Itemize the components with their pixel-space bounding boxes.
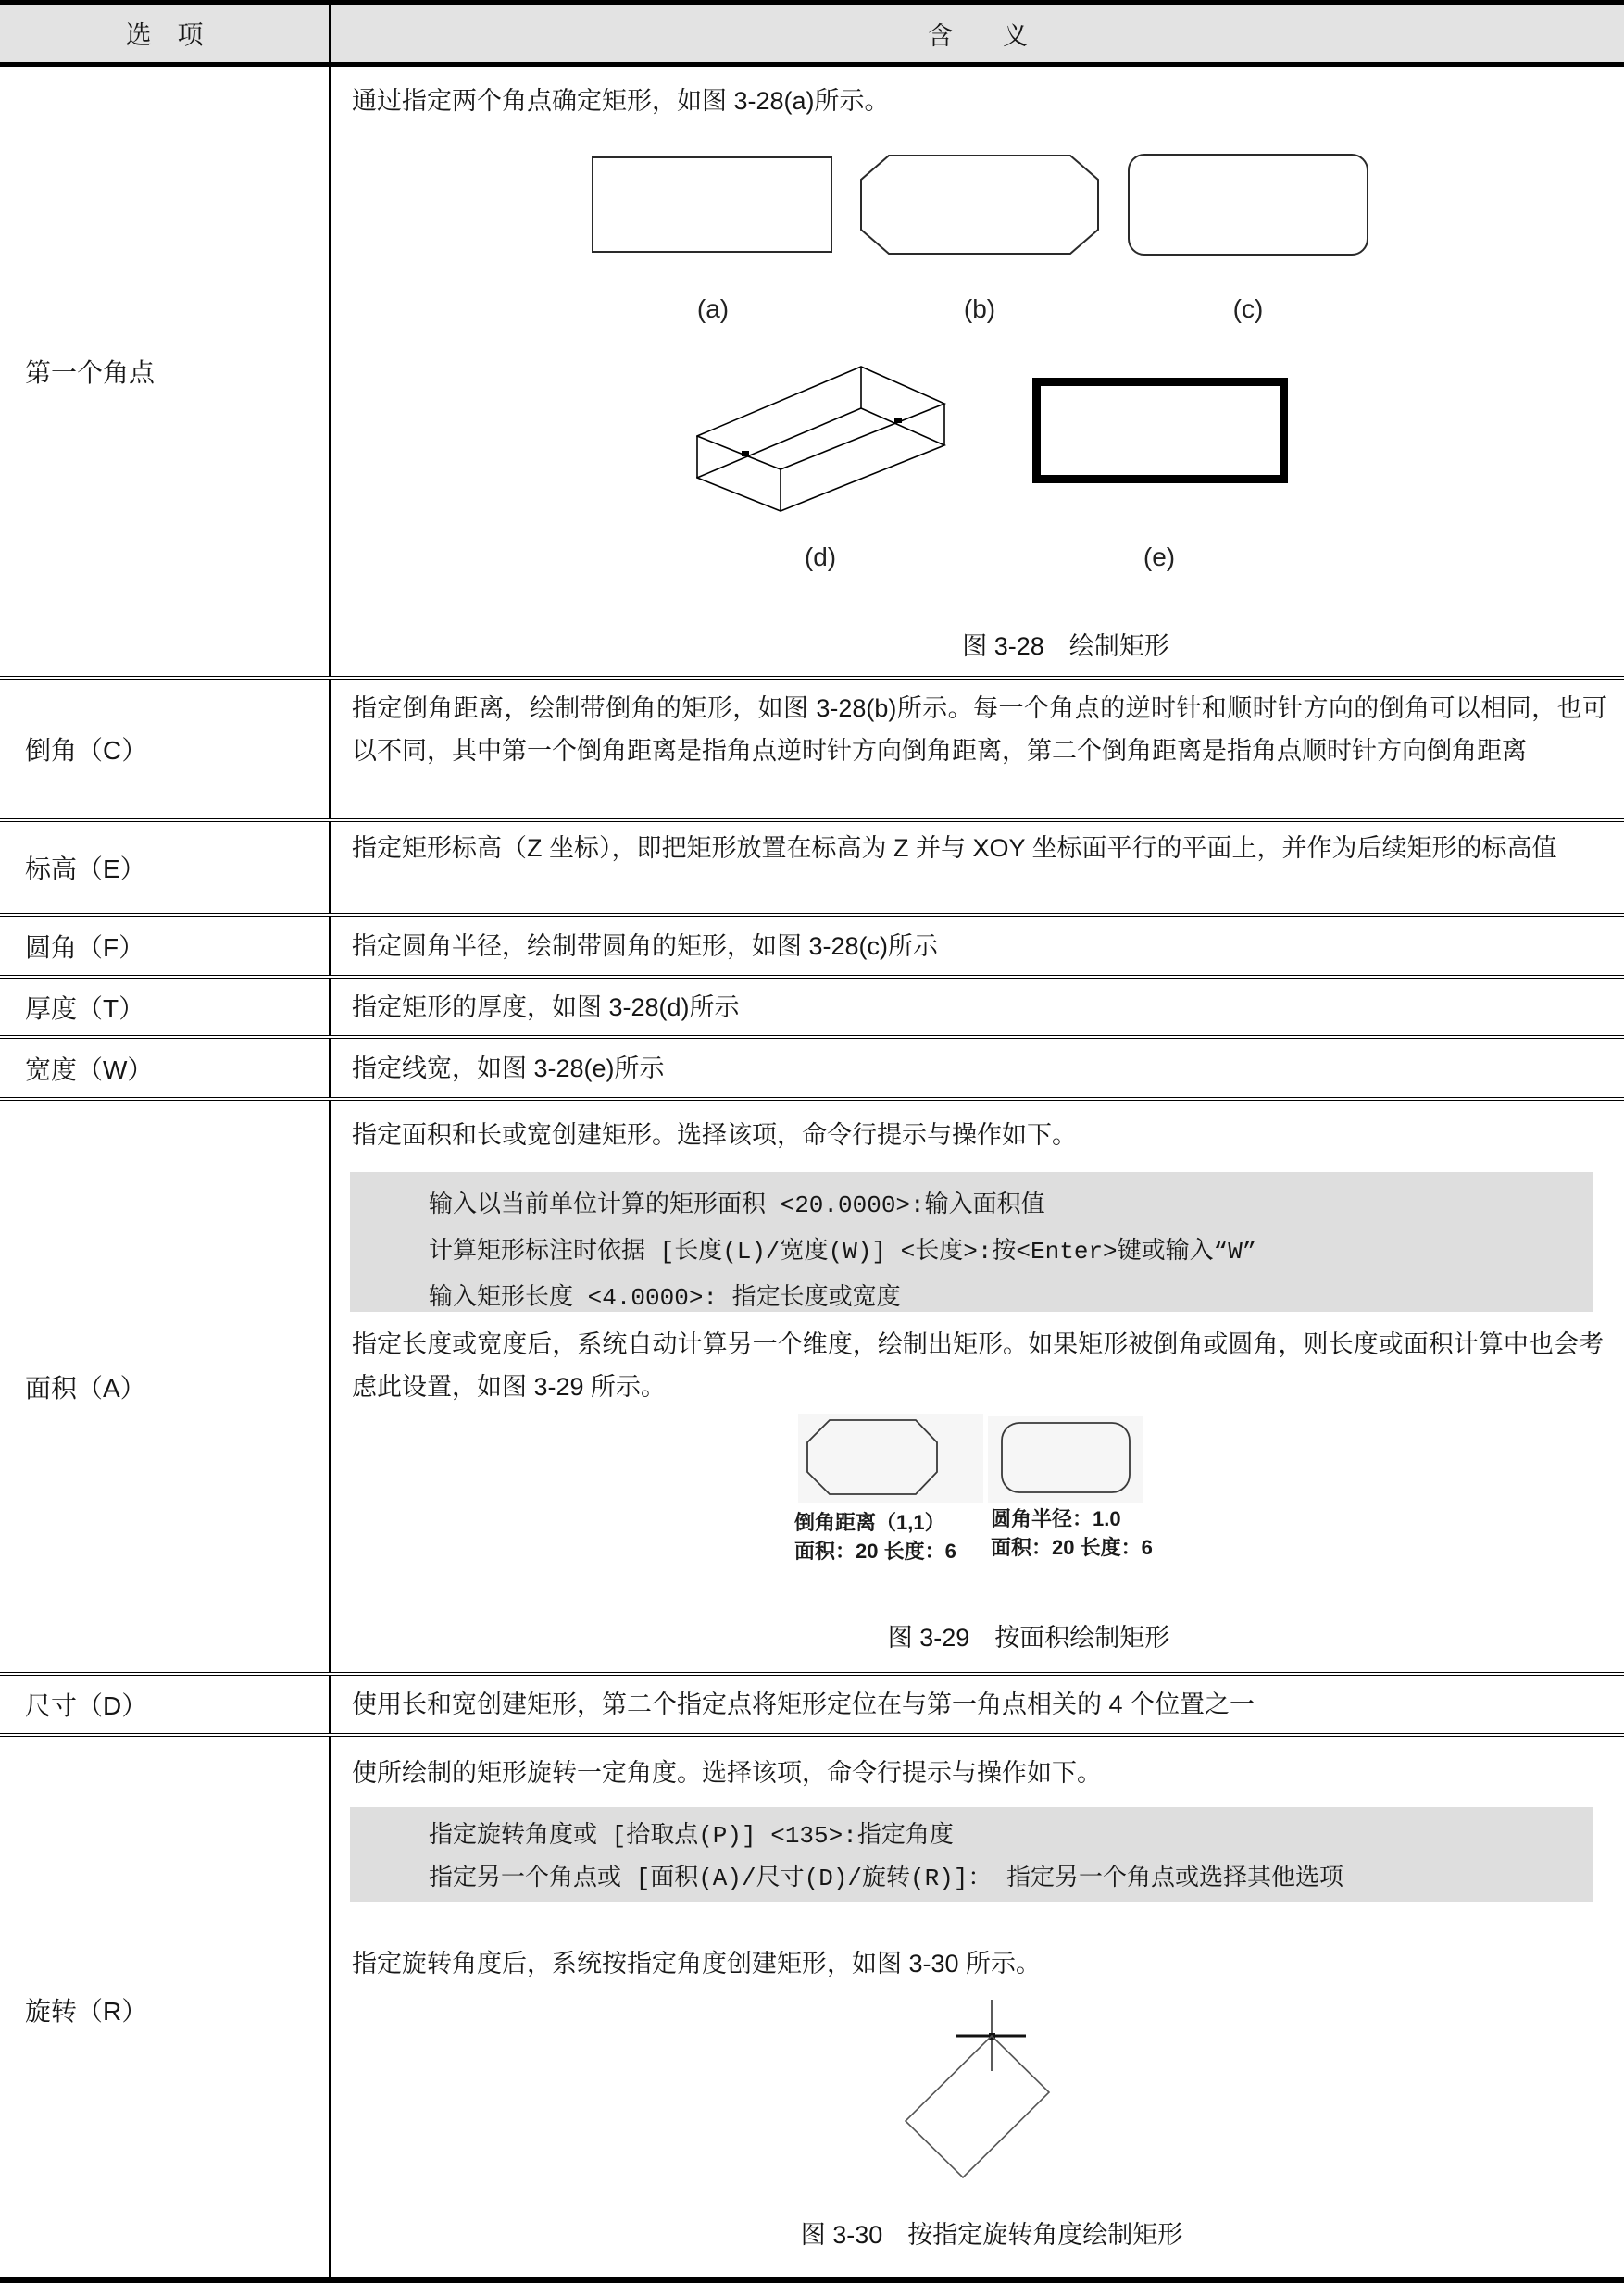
- row-rotation: [0, 1733, 1624, 2283]
- header-option-cell: [0, 5, 331, 62]
- fig-3-29-chamfer-panel: [798, 1414, 983, 1503]
- fig-3-30-caption: 图 3-30 按指定旋转角度绘制矩形: [800, 2221, 1183, 2249]
- table-header-row: [0, 0, 1624, 67]
- fig-3-28-label-b: (b): [963, 294, 996, 323]
- fig-3-28-label-e: (e): [1143, 543, 1176, 571]
- meaning-cell: [331, 979, 1624, 1035]
- option-label: 第一个角点: [25, 358, 156, 387]
- option-cell: [0, 1737, 331, 2283]
- meaning-cell: [331, 917, 1624, 975]
- command-box: [350, 1807, 1593, 1902]
- fig-3-29-chamfer-labels: [794, 1508, 956, 1566]
- command-line: 计算矩形标注时依据 [长度(L)/宽度(W)] <长度>:按<Enter>键或输入“W”: [429, 1238, 1257, 1266]
- header-meaning-cell: [331, 5, 1624, 62]
- fig-3-28-rect-a: [592, 156, 832, 253]
- fig-3-28-thick-rect-e: [1032, 378, 1288, 483]
- fig-3-29-fillet-labels: [991, 1504, 1153, 1562]
- chamfer-area-length-label: 面积：20 长度：6: [794, 1540, 956, 1563]
- meaning-text: 指定倒角距离，绘制带倒角的矩形，如图 3-28(b)所示。每一个角点的逆时针和顺时针方向的倒角可以相同，也可以不同，其中第一个倒角距离是指角点逆时针方向倒角距离，第二个倒角距离是指角点顺时针方向倒角距离: [352, 694, 1607, 765]
- meaning-cell: [331, 1737, 1624, 2283]
- row-area: [0, 1097, 1624, 1672]
- option-label: 标高（E）: [25, 855, 146, 883]
- command-line: 指定旋转角度或 [拾取点(P)] <135>:指定角度: [429, 1822, 954, 1850]
- option-cell: [0, 979, 331, 1035]
- fig-3-28-label-c: (c): [1232, 294, 1264, 323]
- meaning-text: 指定矩形标高（Z 坐标），即把矩形放置在标高为 Z 并与 XOY 坐标面平行的平面上，并作为后续矩形的标高值: [352, 834, 1557, 862]
- fig-3-29-fillet-panel: [988, 1416, 1143, 1503]
- fillet-radius-label: 圆角半径：1.0: [991, 1507, 1121, 1530]
- header-meaning-label: 含 义: [928, 21, 1028, 50]
- fig-3-30-rotated-rect: [887, 1985, 1072, 2189]
- fig-3-28-chamfered-rect-b: [859, 154, 1100, 256]
- command-line: 输入矩形长度 <4.0000>: 指定长度或宽度: [429, 1284, 901, 1312]
- first-corner-intro: 通过指定两个角点确定矩形，如图 3-28(a)所示。: [352, 87, 890, 115]
- meaning-cell: [331, 680, 1624, 818]
- fig-3-28-caption: 图 3-28 绘制矩形: [962, 632, 1169, 660]
- row-width: [0, 1035, 1624, 1097]
- row-thickness: [0, 975, 1624, 1035]
- fig-3-29-chamfered-shape: [798, 1414, 983, 1503]
- option-cell: [0, 1101, 331, 1672]
- meaning-cell: [331, 67, 1624, 676]
- option-label: 旋转（R）: [25, 1997, 148, 2026]
- meaning-text: 指定圆角半径，绘制带圆角的矩形，如图 3-28(c)所示: [352, 931, 939, 960]
- command-line: 输入以当前单位计算的矩形面积 <20.0000>:输入面积值: [429, 1191, 1045, 1219]
- meaning-cell: [331, 1676, 1624, 1733]
- option-label: 宽度（W）: [25, 1054, 154, 1084]
- meaning-cell: [331, 822, 1624, 913]
- meaning-text: 使用长和宽创建矩形，第二个指定点将矩形定位在与第一角点相关的 4 个位置之一: [352, 1690, 1255, 1718]
- row-dimensions: [0, 1672, 1624, 1733]
- rotation-intro: 使所绘制的矩形旋转一定角度。选择该项，命令行提示与操作如下。: [352, 1759, 1102, 1787]
- command-box: [350, 1172, 1593, 1312]
- option-cell: [0, 1039, 331, 1097]
- option-cell: [0, 917, 331, 975]
- option-label: 面积（A）: [25, 1373, 146, 1403]
- option-label: 尺寸（D）: [25, 1691, 148, 1720]
- chamfer-distance-label: 倒角距离（1,1）: [794, 1511, 945, 1534]
- option-cell: [0, 680, 331, 818]
- rotated-rectangle-outline: [906, 2036, 1049, 2177]
- command-line: 指定另一个角点或 [面积(A)/尺寸(D)/旋转(R)]： 指定另一个角点或选择其他选项: [429, 1865, 1344, 1892]
- meaning-text: 指定线宽，如图 3-28(e)所示: [352, 1054, 665, 1082]
- meaning-cell: [331, 1101, 1624, 1672]
- option-label: 倒角（C）: [25, 736, 148, 765]
- area-after-text: 指定长度或宽度后，系统自动计算另一个维度，绘制出矩形。如果矩形被倒角或圆角，则长度或面积计算中也会考虑此设置，如图 3-29 所示。: [352, 1330, 1604, 1401]
- fig-3-29-rounded-shape: [988, 1416, 1143, 1503]
- row-fillet: [0, 913, 1624, 975]
- fillet-area-length-label: 面积：20 长度：6: [991, 1536, 1153, 1559]
- fig-3-28-wireframe-box-d: [696, 366, 948, 516]
- fig-3-28-label-d: (d): [804, 543, 837, 571]
- row-elevation: [0, 818, 1624, 913]
- option-label: 圆角（F）: [25, 932, 145, 962]
- header-option-label: 选 项: [125, 20, 204, 49]
- meaning-text: 指定矩形的厚度，如图 3-28(d)所示: [352, 992, 740, 1021]
- row-first-corner: [0, 67, 1624, 676]
- option-cell: [0, 822, 331, 913]
- option-label: 厚度（T）: [25, 993, 145, 1023]
- meaning-cell: [331, 1039, 1624, 1097]
- row-chamfer: [0, 676, 1624, 818]
- wireframe-crossing-dot: [894, 418, 902, 423]
- area-intro: 指定面积和长或宽创建矩形。选择该项，命令行提示与操作如下。: [352, 1121, 1077, 1149]
- wireframe-crossing-dot: [742, 451, 749, 456]
- fig-3-28-label-a: (a): [696, 294, 730, 323]
- fig-3-29-caption: 图 3-29 按面积绘制矩形: [887, 1624, 1170, 1652]
- rotation-after-text: 指定旋转角度后，系统按指定角度创建矩形，如图 3-30 所示。: [352, 1950, 1042, 1977]
- option-cell: [0, 67, 331, 676]
- fig-3-28-rounded-rect-c: [1128, 154, 1368, 256]
- option-cell: [0, 1676, 331, 1733]
